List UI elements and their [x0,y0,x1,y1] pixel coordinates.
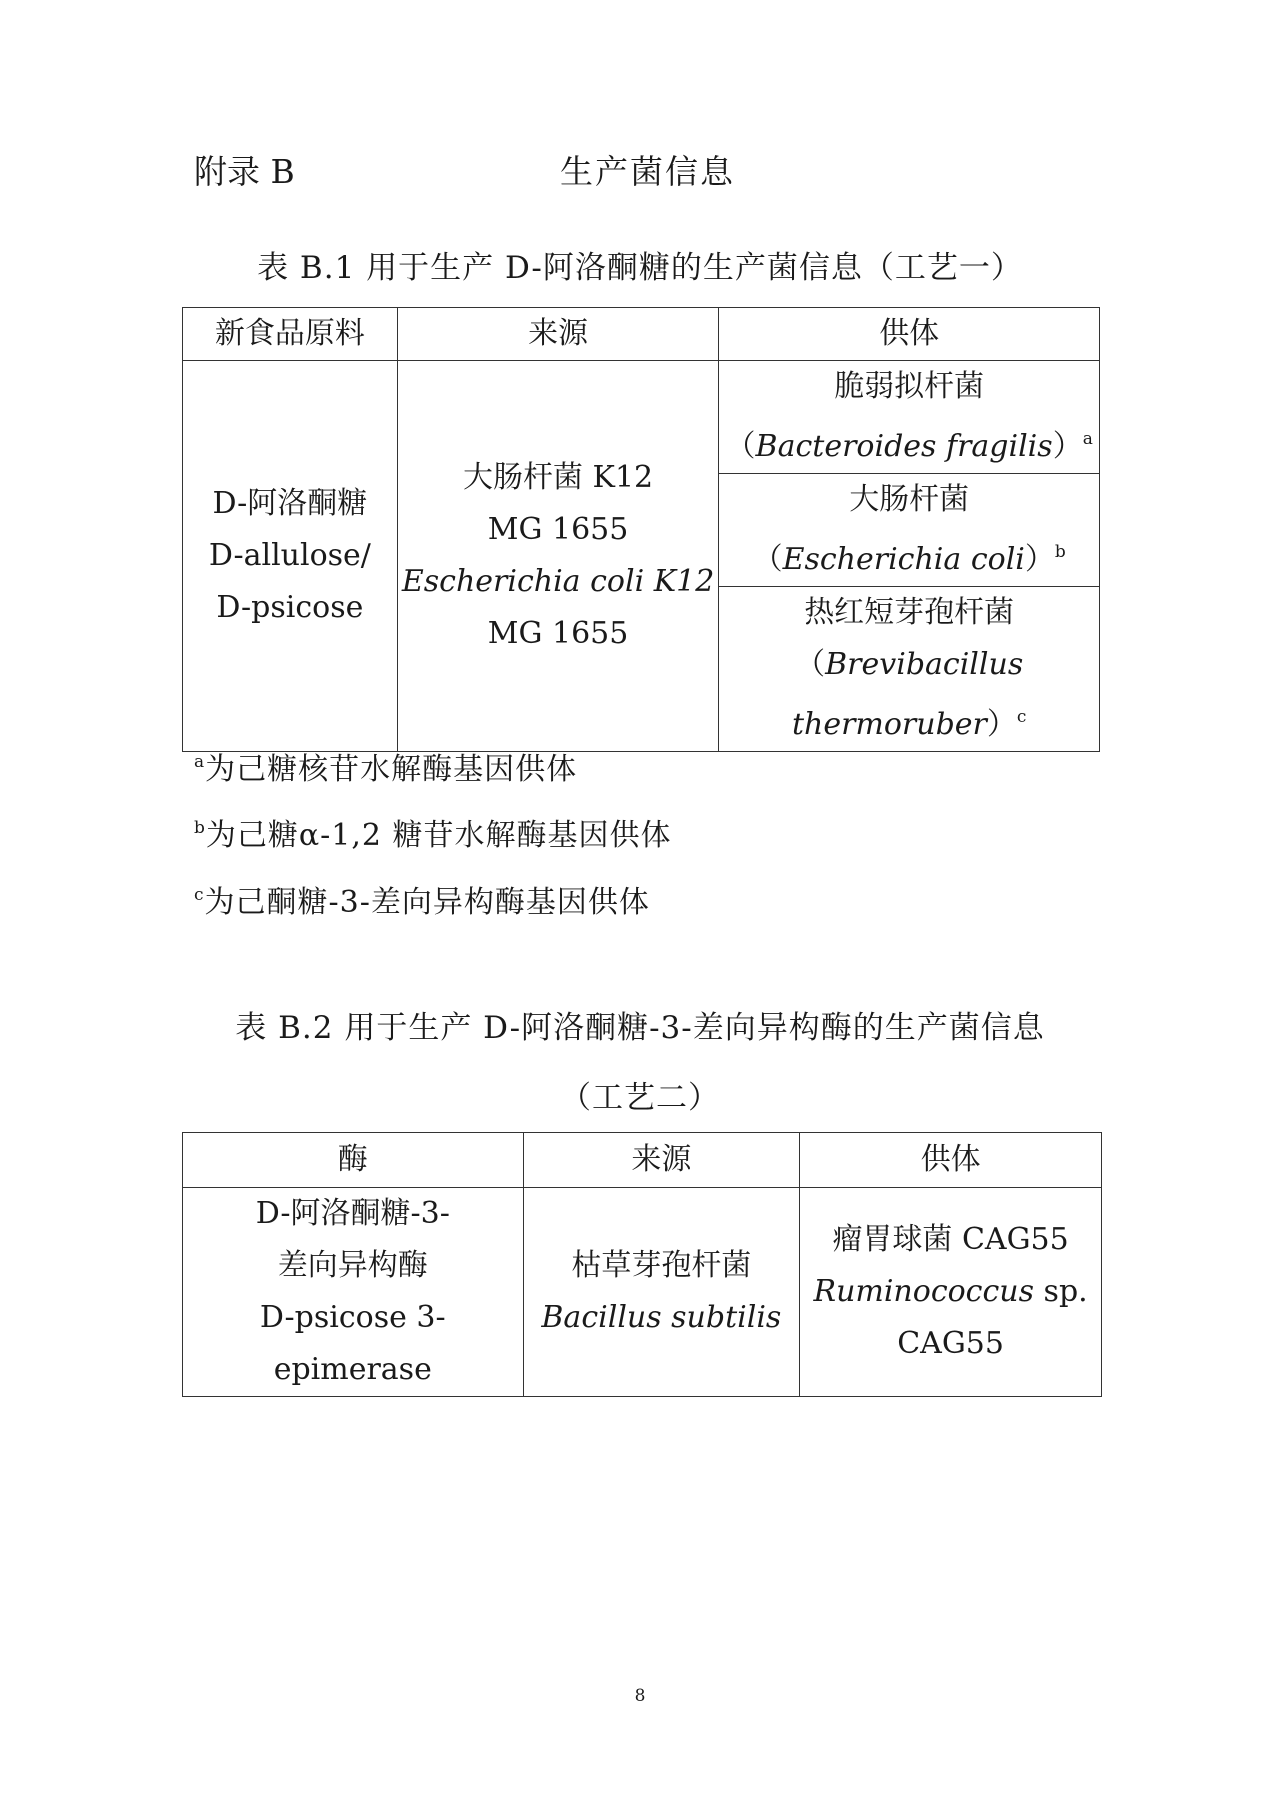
table2-source-cell [523,1188,800,1397]
enzyme-cn-1: D-阿洛酮糖-3- [255,1196,450,1231]
t2-donor-sp: sp. [1034,1274,1088,1309]
donor1-open-paren: （ [725,429,756,464]
table1-header-source: 来源 [397,308,719,361]
donor1-latin: Bacteroides fragilis [755,429,1053,464]
footnote-a-mark: a [194,752,206,772]
donor2-close-paren: ） [1024,542,1055,577]
source-cn: 大肠杆菌 K12 [463,460,654,495]
donor1-mark: a [1082,429,1093,449]
table-row [183,361,1100,474]
t2-source-latin: Bacillus subtilis [541,1300,782,1335]
footnote-c [194,875,650,923]
appendix-label: 附录 B [194,152,295,191]
footnote-b-mark: b [194,818,206,838]
donor3-mark: c [1016,707,1027,727]
table1-donor-cell-2 [719,474,1100,587]
donor2-cn: 大肠杆菌 [849,482,970,517]
source-strain-2: MG 1655 [487,616,629,651]
appendix-title: 生产菌信息 [560,152,735,191]
donor3-latin-line1 [723,639,1095,691]
t2-source-cn: 枯草芽孢杆菌 [571,1248,752,1283]
donor1-cn: 脆弱拟杆菌 [834,369,985,404]
table1-header-row [183,308,1100,361]
table2-header-row [183,1133,1102,1188]
donor2-mark: b [1054,542,1066,562]
footnote-b [194,808,672,856]
donor3-latin-line2 [723,691,1095,751]
t2-donor-strain: CAG55 [897,1326,1004,1361]
page-number: 8 [634,1686,646,1706]
donor1-latin-line [723,413,1095,473]
enzyme-cn-2: 差向异构酶 [277,1248,428,1283]
table2 [182,1132,1102,1397]
donor1-close-paren: ） [1052,429,1083,464]
table-row [183,1188,1102,1397]
footnote-c-text: 为己酮糖-3-差向异构酶基因供体 [204,885,650,920]
table2-caption-process: （工艺二） [560,1080,720,1116]
t2-donor-latin: Ruminococcus [813,1274,1035,1309]
table2-enzyme-cell [183,1188,524,1397]
donor3-cn: 热红短芽孢杆菌 [804,595,1015,630]
donor2-latin-line [723,526,1095,586]
footnote-b-text: 为己糖α-1,2 糖苷水解酶基因供体 [205,818,672,853]
source-latin: Escherichia coli K12 [401,564,715,599]
footnote-c-mark: c [194,885,205,905]
table2-caption: 表 B.2 用于生产 D-阿洛酮糖-3-差向异构酶的生产菌信息 [235,1010,1045,1046]
enzyme-en: D-psicose 3-epimerase [259,1300,446,1387]
table2-header-enzyme: 酶 [183,1133,524,1188]
material-en-2: D-psicose [216,590,364,625]
table1-material-cell [183,361,398,752]
table1-donor-cell-3 [719,587,1100,752]
donor2-latin: Escherichia coli [782,542,1025,577]
donor3-latin-2: thermoruber [791,707,987,742]
table2-header-source: 来源 [523,1133,800,1188]
table1-header-donor: 供体 [719,308,1100,361]
donor3-close-paren: ） [986,707,1017,742]
footnote-a [194,742,577,790]
table2-header-donor: 供体 [800,1133,1102,1188]
table1-source-cell [397,361,719,752]
donor3-latin-1: Brevibacillus [825,647,1024,682]
source-strain-1: MG 1655 [487,512,629,547]
table1-donor-cell-1 [719,361,1100,474]
table2-donor-cell [800,1188,1102,1397]
t2-donor-cn: 瘤胃球菌 CAG55 [832,1222,1069,1257]
donor2-open-paren: （ [752,542,783,577]
table1 [182,307,1100,752]
material-en-1: D-allulose/ [208,538,371,573]
footnote-a-text: 为己糖核苷水解酶基因供体 [205,752,578,787]
t2-donor-latin-line [804,1266,1097,1318]
table1-caption: 表 B.1 用于生产 D-阿洛酮糖的生产菌信息（工艺一） [257,250,1023,286]
table1-header-material: 新食品原料 [183,308,398,361]
donor3-open-paren: （ [795,647,826,682]
material-cn: D-阿洛酮糖 [212,486,368,521]
